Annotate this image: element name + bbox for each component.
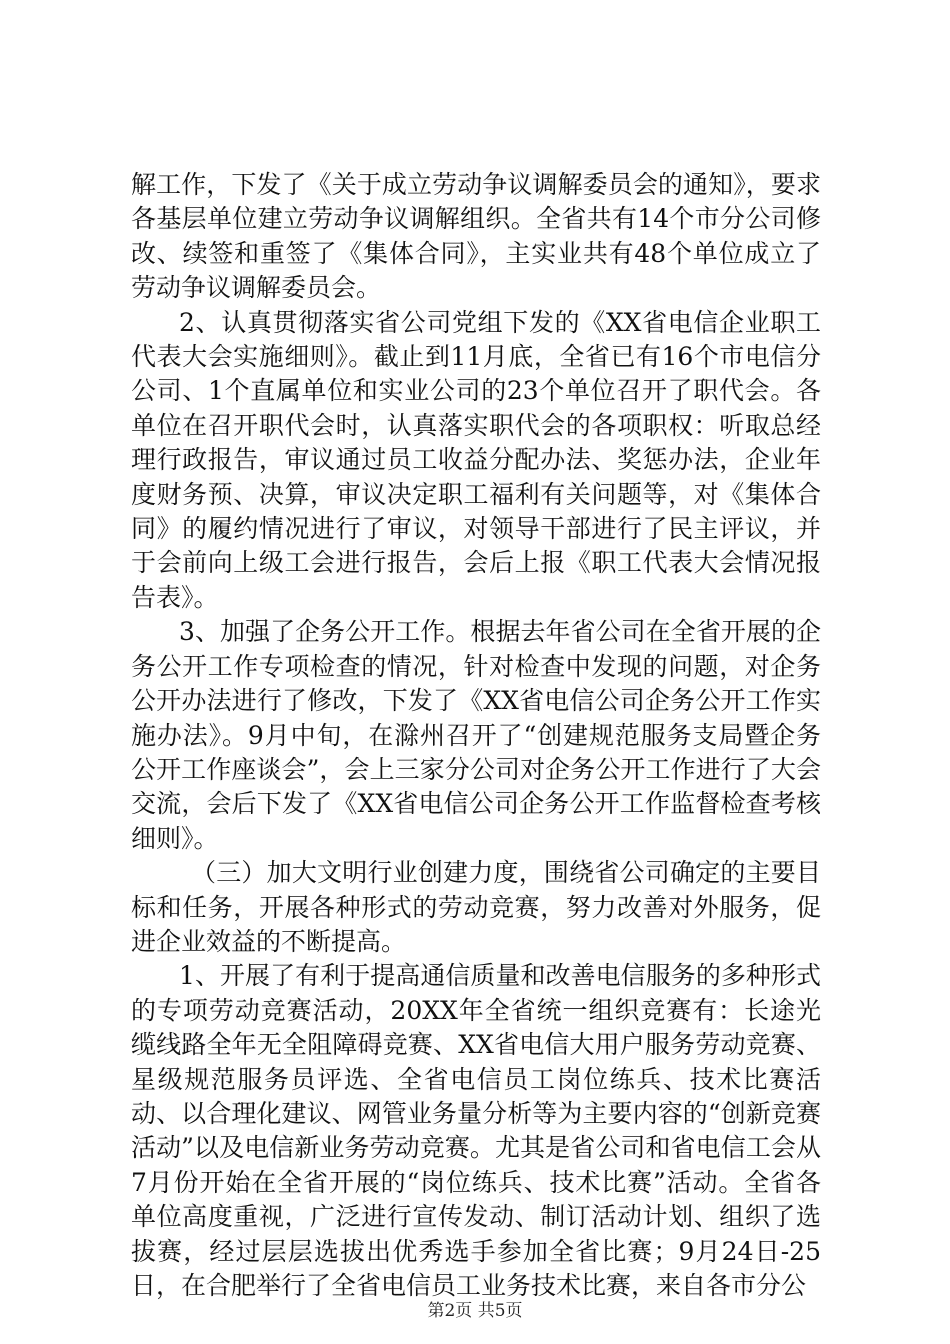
paragraph-item-1: 1、开展了有利于提高通信质量和改善电信服务的多种形式的专项劳动竞赛活动，20XX年全省统一组织竞赛有：长途光缆线路全年无全阻障碍竞赛、XX省电信大用户服务劳动竞赛、星级规范服务员评选、全省电信员工岗位练兵、技术比赛活动、以合理化建议、网管业务量分析等为主要内容的“创新竞赛活动”以及电信新业务劳动竞赛。尤其是省公司和省电信工会从7月份开始在全省开展的“岗位练兵、技术比赛”活动。全省各单位高度重视，广泛进行宣传发动、制订活动计划、组织了选拔赛，经过层层选拔出优秀选手参加全省比赛；9月24日-25日，在合肥举行了全省电信员工业务技术比赛，来自各市分公 xyxy=(131,961,821,1300)
paragraph-item-3: 3、加强了企务公开工作。根据去年省公司在全省开展的企务公开工作专项检查的情况，针对检查中发现的问题，对企务公开办法进行了修改，下发了《XX省电信公司企务公开工作实施办法》。9月中旬，在滁州召开了“创建规范服务支局暨企务公开工作座谈会”，会上三家分公司对企务公开工作进行了大会交流，会后下发了《XX省电信公司企务公开工作监督检查考核细则》。 xyxy=(131,617,821,853)
document-body xyxy=(131,168,821,1303)
page-number-footer: 第2页 共5页 xyxy=(427,1301,523,1321)
paragraph-continued: 解工作，下发了《关于成立劳动争议调解委员会的通知》，要求各基层单位建立劳动争议调解组织。全省共有14个市分公司修改、续签和重签了《集体合同》，主实业共有48个单位成立了劳动争议调解委员会。 xyxy=(131,170,821,303)
paragraph-item-2: 2、认真贯彻落实省公司党组下发的《XX省电信企业职工代表大会实施细则》。截止到11月底，全省已有16个市电信分公司、1个直属单位和实业公司的23个单位召开了职代会。各单位在召开职代会时，认真落实职代会的各项职权：听取总经理行政报告，审议通过员工收益分配办法、奖惩办法，企业年度财务预、决算，审议决定职工福利有关问题等，对《集体合同》的履约情况进行了审议，对领导干部进行了民主评议，并于会前向上级工会进行报告，会后上报《职工代表大会情况报告表》。 xyxy=(131,307,821,612)
paragraph-section-3: （三）加大文明行业创建力度，围绕省公司确定的主要目标和任务，开展各种形式的劳动竞赛，努力改善对外服务，促进企业效益的不断提高。 xyxy=(131,858,821,956)
